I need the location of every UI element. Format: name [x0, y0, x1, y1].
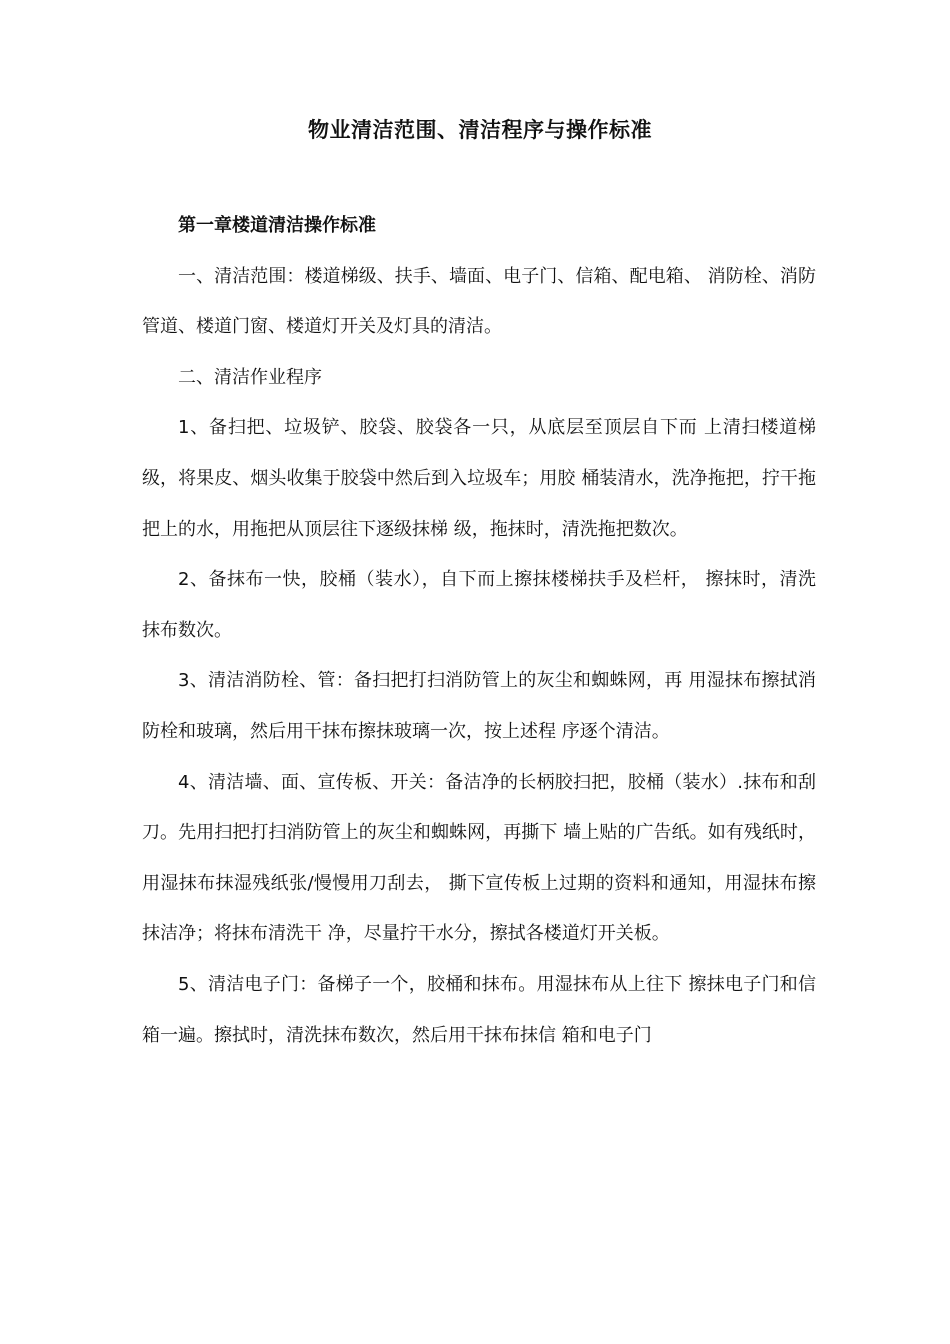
- paragraph-step-4: 4、清洁墙、面、宣传板、开关：备洁净的长柄胶扫把，胶桶（装水）.抹布和刮刀。先用扫把打扫消防管上的灰尘和蜘蛛网，再撕下 墙上贴的广告纸。如有残纸时，用湿抹布抹湿残纸张/慢慢用刀刮去， 撕下宣传板上过期的资料和通知，用湿抹布擦抹洁净；将抹布清洗干 净，尽量拧干水分，擦拭各楼道灯开关板。: [142, 771, 816, 945]
- paragraph-step-1: 1、备扫把、垃圾铲、胶袋、胶袋各一只，从底层至顶层自下而 上清扫楼道梯级，将果皮、烟头收集于胶袋中然后到入垃圾车；用胶 桶装清水，洗净拖把，拧干拖把上的水，用拖把从顶层往下逐级抹梯 级，拖抹时，清洗拖把数次。: [142, 417, 816, 540]
- paragraph-cleaning-scope: 一、清洁范围：楼道梯级、扶手、墙面、电子门、信箱、配电箱、 消防栓、消防管道、楼道门窗、楼道灯开关及灯具的清洁。: [142, 265, 816, 338]
- paragraph-procedure-heading: 二、清洁作业程序: [178, 366, 322, 388]
- paragraph-step-3: 3、清洁消防栓、管：备扫把打扫消防管上的灰尘和蜘蛛网，再 用湿抹布擦拭消防栓和玻璃，然后用干抹布擦抹玻璃一次，按上述程 序逐个清洁。: [142, 670, 816, 742]
- paragraph-step-2: 2、备抹布一快，胶桶（装水），自下而上擦抹楼梯扶手及栏杆， 擦抹时，清洗抹布数次。: [142, 569, 816, 641]
- document-title: 物业清洁范围、清洁程序与操作标准: [308, 118, 652, 142]
- chapter-heading: 第一章楼道清洁操作标准: [178, 215, 376, 236]
- document-body: [142, 201, 816, 1061]
- paragraph-step-5: 5、清洁电子门：备梯子一个，胶桶和抹布。用湿抹布从上往下 擦抹电子门和信箱一遍。擦拭时，清洗抹布数次，然后用干抹布抹信 箱和电子门: [142, 973, 816, 1046]
